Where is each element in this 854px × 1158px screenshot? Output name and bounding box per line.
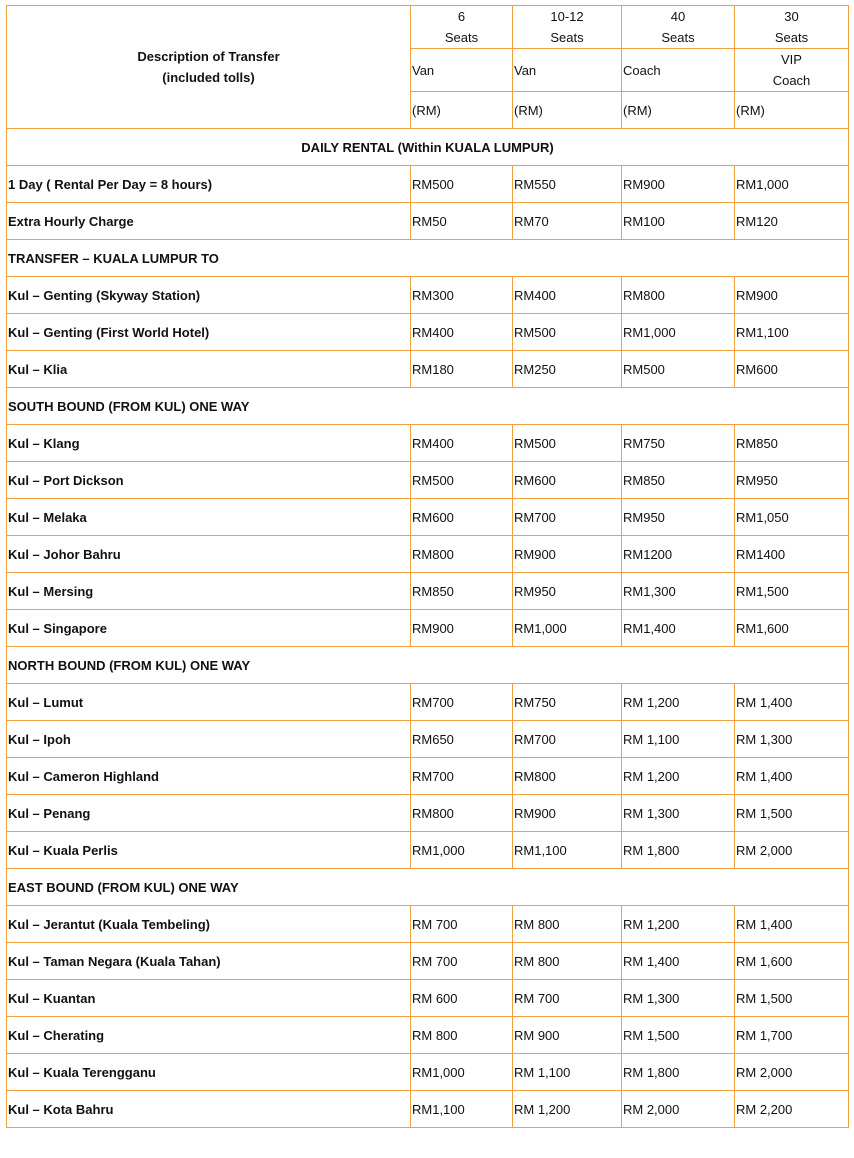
section-title: SOUTH BOUND (FROM KUL) ONE WAY xyxy=(7,388,849,425)
vehicle-type-line1: VIP xyxy=(781,52,802,67)
section-row xyxy=(7,129,849,166)
price-cell: RM400 xyxy=(513,277,622,314)
table-row xyxy=(7,499,849,536)
price-cell: RM 1,300 xyxy=(735,721,849,758)
seat-header-col2 xyxy=(513,6,622,49)
table-row xyxy=(7,906,849,943)
price-cell: RM 1,500 xyxy=(735,795,849,832)
price-cell: RM 700 xyxy=(411,906,513,943)
description-header-line1: Description of Transfer xyxy=(137,49,280,64)
price-cell: RM1,000 xyxy=(513,610,622,647)
route-cell: Kul – Port Dickson xyxy=(7,462,411,499)
price-cell: RM 700 xyxy=(513,980,622,1017)
price-cell: RM 1,200 xyxy=(622,758,735,795)
price-cell: RM 2,000 xyxy=(622,1091,735,1128)
vehicle-type-col4 xyxy=(735,49,849,92)
table-row xyxy=(7,1091,849,1128)
route-cell: Kul – Jerantut (Kuala Tembeling) xyxy=(7,906,411,943)
price-cell: RM800 xyxy=(622,277,735,314)
rates-table-body xyxy=(7,6,849,1128)
route-cell: Kul – Cherating xyxy=(7,1017,411,1054)
price-cell: RM250 xyxy=(513,351,622,388)
table-row xyxy=(7,277,849,314)
price-cell: RM750 xyxy=(513,684,622,721)
price-cell: RM 1,100 xyxy=(513,1054,622,1091)
route-cell: Kul – Kuala Perlis xyxy=(7,832,411,869)
price-cell: RM900 xyxy=(411,610,513,647)
price-cell: RM50 xyxy=(411,203,513,240)
price-cell: RM 1,500 xyxy=(622,1017,735,1054)
table-row xyxy=(7,462,849,499)
route-cell: Extra Hourly Charge xyxy=(7,203,411,240)
route-cell: Kul – Klia xyxy=(7,351,411,388)
vehicle-type-col2: Van xyxy=(513,49,622,92)
price-cell: RM1,050 xyxy=(735,499,849,536)
price-cell: RM1,000 xyxy=(411,832,513,869)
price-cell: RM 1,200 xyxy=(622,684,735,721)
price-cell: RM 1,400 xyxy=(735,684,849,721)
header-row-capacity xyxy=(7,6,849,49)
price-cell: RM850 xyxy=(411,573,513,610)
route-cell: Kul – Singapore xyxy=(7,610,411,647)
price-cell: RM650 xyxy=(411,721,513,758)
price-cell: RM1,000 xyxy=(411,1054,513,1091)
route-cell: Kul – Kota Bahru xyxy=(7,1091,411,1128)
price-cell: RM900 xyxy=(622,166,735,203)
description-header xyxy=(7,6,411,129)
table-row xyxy=(7,610,849,647)
price-cell: RM 600 xyxy=(411,980,513,1017)
route-cell: Kul – Kuala Terengganu xyxy=(7,1054,411,1091)
seats-label: Seats xyxy=(661,30,695,45)
route-cell: Kul – Genting (Skyway Station) xyxy=(7,277,411,314)
price-cell: RM 800 xyxy=(411,1017,513,1054)
price-cell: RM750 xyxy=(622,425,735,462)
price-cell: RM 1,800 xyxy=(622,1054,735,1091)
price-cell: RM500 xyxy=(411,166,513,203)
price-cell: RM 1,700 xyxy=(735,1017,849,1054)
description-header-line2: (included tolls) xyxy=(162,70,255,85)
transfer-rates-table xyxy=(6,5,849,1128)
price-cell: RM180 xyxy=(411,351,513,388)
currency-unit-col4: (RM) xyxy=(735,92,849,129)
section-row xyxy=(7,647,849,684)
table-row xyxy=(7,203,849,240)
seat-header-col4 xyxy=(735,6,849,49)
table-row xyxy=(7,832,849,869)
vehicle-type-line2: Coach xyxy=(772,73,811,88)
price-cell: RM800 xyxy=(411,795,513,832)
table-row xyxy=(7,980,849,1017)
price-cell: RM 900 xyxy=(513,1017,622,1054)
price-cell: RM 1,300 xyxy=(622,795,735,832)
price-cell: RM700 xyxy=(513,499,622,536)
table-row xyxy=(7,721,849,758)
table-row xyxy=(7,425,849,462)
table-row xyxy=(7,684,849,721)
price-cell: RM950 xyxy=(735,462,849,499)
price-cell: RM850 xyxy=(622,462,735,499)
price-cell: RM 1,500 xyxy=(735,980,849,1017)
price-cell: RM500 xyxy=(513,425,622,462)
price-cell: RM950 xyxy=(513,573,622,610)
price-cell: RM600 xyxy=(735,351,849,388)
table-row xyxy=(7,795,849,832)
price-cell: RM500 xyxy=(513,314,622,351)
price-cell: RM500 xyxy=(622,351,735,388)
price-cell: RM600 xyxy=(411,499,513,536)
section-title: EAST BOUND (FROM KUL) ONE WAY xyxy=(7,869,849,906)
seat-header-col1 xyxy=(411,6,513,49)
section-title: NORTH BOUND (FROM KUL) ONE WAY xyxy=(7,647,849,684)
route-cell: Kul – Klang xyxy=(7,425,411,462)
price-cell: RM700 xyxy=(513,721,622,758)
price-cell: RM 800 xyxy=(513,906,622,943)
price-cell: RM800 xyxy=(513,758,622,795)
section-row xyxy=(7,240,849,277)
price-cell: RM500 xyxy=(411,462,513,499)
seat-header-col3 xyxy=(622,6,735,49)
price-cell: RM900 xyxy=(735,277,849,314)
table-row xyxy=(7,351,849,388)
capacity-value: 10-12 xyxy=(550,9,584,24)
table-row xyxy=(7,314,849,351)
currency-unit-col3: (RM) xyxy=(622,92,735,129)
vehicle-type-col3: Coach xyxy=(622,49,735,92)
price-cell: RM 2,000 xyxy=(735,832,849,869)
price-cell: RM300 xyxy=(411,277,513,314)
price-cell: RM850 xyxy=(735,425,849,462)
route-cell: Kul – Cameron Highland xyxy=(7,758,411,795)
route-cell: Kul – Mersing xyxy=(7,573,411,610)
price-cell: RM 700 xyxy=(411,943,513,980)
price-cell: RM 1,300 xyxy=(622,980,735,1017)
table-row xyxy=(7,536,849,573)
price-cell: RM1,100 xyxy=(513,832,622,869)
route-cell: Kul – Ipoh xyxy=(7,721,411,758)
price-cell: RM700 xyxy=(411,684,513,721)
price-cell: RM1,600 xyxy=(735,610,849,647)
route-cell: Kul – Kuantan xyxy=(7,980,411,1017)
price-cell: RM120 xyxy=(735,203,849,240)
price-cell: RM400 xyxy=(411,425,513,462)
price-cell: RM 1,200 xyxy=(622,906,735,943)
route-cell: Kul – Johor Bahru xyxy=(7,536,411,573)
price-cell: RM 1,400 xyxy=(735,758,849,795)
capacity-value: 40 xyxy=(670,9,686,24)
currency-unit-col2: (RM) xyxy=(513,92,622,129)
price-cell: RM 2,200 xyxy=(735,1091,849,1128)
price-cell: RM100 xyxy=(622,203,735,240)
price-cell: RM550 xyxy=(513,166,622,203)
price-cell: RM 1,200 xyxy=(513,1091,622,1128)
table-row xyxy=(7,166,849,203)
section-row xyxy=(7,869,849,906)
seats-label: Seats xyxy=(774,30,809,45)
route-cell: Kul – Melaka xyxy=(7,499,411,536)
price-cell: RM600 xyxy=(513,462,622,499)
route-cell: Kul – Lumut xyxy=(7,684,411,721)
price-cell: RM900 xyxy=(513,536,622,573)
price-cell: RM 1,800 xyxy=(622,832,735,869)
price-cell: RM900 xyxy=(513,795,622,832)
route-cell: Kul – Genting (First World Hotel) xyxy=(7,314,411,351)
price-cell: RM 1,100 xyxy=(622,721,735,758)
price-cell: RM1,400 xyxy=(622,610,735,647)
price-cell: RM 1,400 xyxy=(622,943,735,980)
section-row xyxy=(7,388,849,425)
price-cell: RM1,500 xyxy=(735,573,849,610)
seats-label: Seats xyxy=(550,30,584,45)
price-cell: RM800 xyxy=(411,536,513,573)
price-cell: RM1,100 xyxy=(411,1091,513,1128)
price-cell: RM1,100 xyxy=(735,314,849,351)
price-cell: RM1,000 xyxy=(735,166,849,203)
section-title: TRANSFER – KUALA LUMPUR TO xyxy=(7,240,849,277)
currency-unit-col1: (RM) xyxy=(411,92,513,129)
price-cell: RM1200 xyxy=(622,536,735,573)
table-row xyxy=(7,1017,849,1054)
seats-label: Seats xyxy=(444,30,479,45)
price-cell: RM 1,400 xyxy=(735,906,849,943)
price-cell: RM700 xyxy=(411,758,513,795)
table-row xyxy=(7,758,849,795)
table-row xyxy=(7,573,849,610)
route-cell: 1 Day ( Rental Per Day = 8 hours) xyxy=(7,166,411,203)
price-cell: RM 2,000 xyxy=(735,1054,849,1091)
price-cell: RM400 xyxy=(411,314,513,351)
vehicle-type-col1: Van xyxy=(411,49,513,92)
section-title: DAILY RENTAL (Within KUALA LUMPUR) xyxy=(7,129,849,166)
price-cell: RM950 xyxy=(622,499,735,536)
table-row xyxy=(7,1054,849,1091)
price-cell: RM 1,600 xyxy=(735,943,849,980)
price-cell: RM1,000 xyxy=(622,314,735,351)
price-cell: RM70 xyxy=(513,203,622,240)
route-cell: Kul – Penang xyxy=(7,795,411,832)
route-cell: Kul – Taman Negara (Kuala Tahan) xyxy=(7,943,411,980)
capacity-value: 30 xyxy=(784,9,799,24)
price-cell: RM1,300 xyxy=(622,573,735,610)
price-cell: RM 800 xyxy=(513,943,622,980)
price-cell: RM1400 xyxy=(735,536,849,573)
capacity-value: 6 xyxy=(457,9,466,24)
table-row xyxy=(7,943,849,980)
